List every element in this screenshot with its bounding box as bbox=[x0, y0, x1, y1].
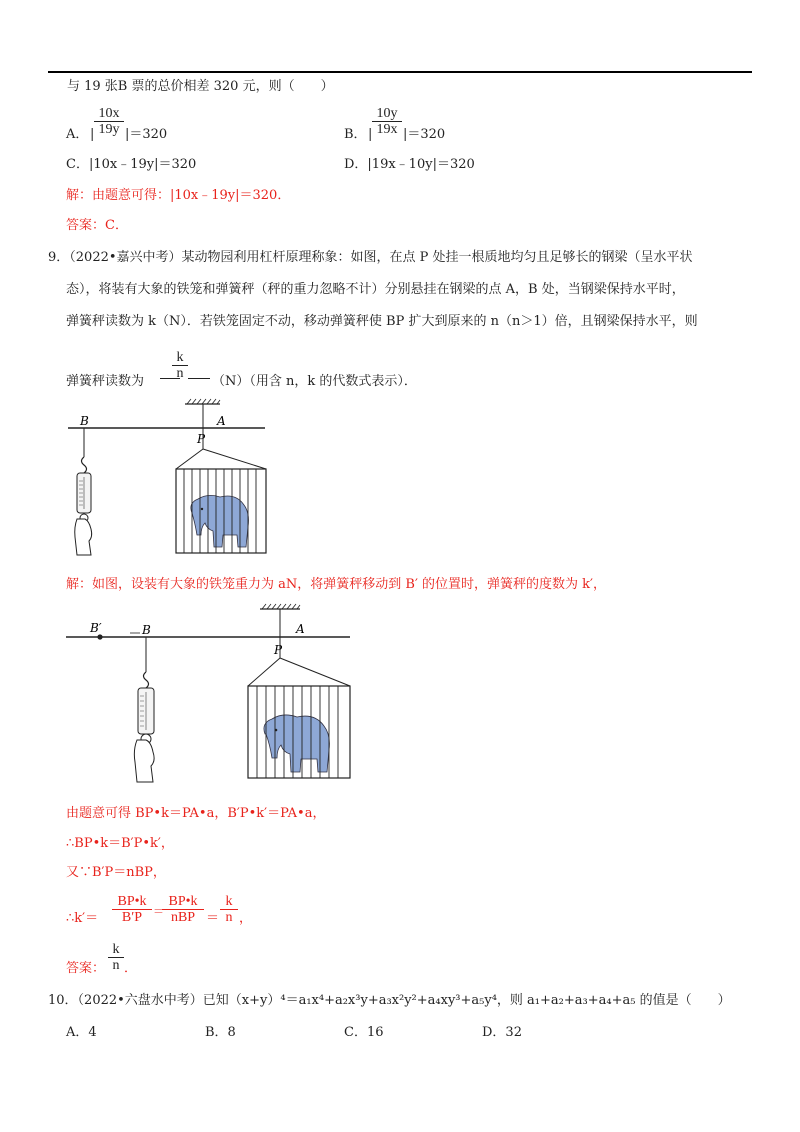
label-p: P bbox=[197, 432, 206, 446]
q9-eq4-end: ， bbox=[239, 911, 253, 926]
fraction-numerator: 10x bbox=[98, 106, 120, 121]
hand bbox=[134, 740, 154, 782]
q9-eq4-fraction-3 bbox=[220, 894, 238, 925]
fraction-numerator: BP•k bbox=[117, 894, 147, 909]
fraction-denominator: 19x bbox=[376, 122, 398, 137]
label-b-prime: B′ bbox=[90, 621, 102, 635]
q8-option-a-rest: |＝320 bbox=[125, 127, 168, 142]
q10-option-b: B．8 bbox=[205, 1025, 236, 1040]
q9-eq4-fraction-2 bbox=[162, 894, 204, 925]
fraction-denominator: nBP bbox=[170, 910, 196, 925]
q9-eq4-equals-1: ＝ bbox=[153, 905, 164, 918]
q8-option-a-label: A． bbox=[66, 127, 89, 142]
q10-option-d: D．32 bbox=[482, 1025, 522, 1040]
q9-stem-line-1: 9．（2022•嘉兴中考）某动物园利用杠杆原理称象：如图，在点 P 处挂一根质地均匀且足够长的钢梁（呈水平状 bbox=[48, 250, 693, 265]
q8-option-a-fraction bbox=[94, 106, 124, 137]
label-a: A bbox=[217, 414, 226, 428]
ceiling-hatch bbox=[260, 604, 300, 609]
lever-figure-2 bbox=[60, 600, 360, 785]
q10-option-c: C．16 bbox=[344, 1025, 384, 1040]
q8-solution: 解：由题意可得：|10x﹣19y|＝320． bbox=[66, 188, 291, 203]
fraction-denominator: n bbox=[225, 910, 233, 925]
label-b: B bbox=[80, 414, 89, 428]
hand bbox=[75, 519, 92, 555]
fraction-denominator: 19y bbox=[98, 122, 120, 137]
fraction-denominator: n bbox=[112, 958, 120, 973]
ceiling-hatch bbox=[185, 399, 220, 404]
q9-equation-2: ∴BP•k＝B′P•k′， bbox=[66, 836, 174, 851]
q9-answer-fraction bbox=[108, 942, 124, 973]
fraction-numerator: k bbox=[112, 942, 120, 957]
elephant-cage bbox=[176, 428, 266, 553]
q9-stem-line-4-prefix: 弹簧秤读数为 bbox=[66, 374, 145, 389]
label-a: A bbox=[296, 622, 305, 636]
point-b-prime bbox=[97, 634, 102, 639]
q8-option-c: C．|10x﹣19y|＝320 bbox=[66, 157, 197, 172]
q9-equation-1: 由题意可得 BP•k＝PA•a，B′P•k′＝PA•a， bbox=[66, 806, 326, 821]
q8-option-b-fraction bbox=[372, 106, 402, 137]
fraction-denominator: n bbox=[176, 366, 184, 381]
q9-equation-4-prefix: ∴k′＝ bbox=[66, 911, 99, 926]
fraction-numerator: BP•k bbox=[168, 894, 198, 909]
fraction-numerator: k bbox=[176, 350, 184, 365]
elephant-cage bbox=[248, 637, 350, 778]
question-8-stem-end: 与 19 张B 票的总价相差 320 元，则（ ） bbox=[67, 79, 334, 94]
q8-option-a-abs-bar: | bbox=[90, 127, 95, 142]
q8-option-b-abs-bar: | bbox=[368, 127, 373, 142]
q8-answer: 答案：C． bbox=[66, 218, 128, 233]
q9-stem-line-2: 态），将装有大象的铁笼和弹簧秤（秤的重力忽略不计）分别悬挂在钢梁的点 A，B 处，当钢梁保持水平时， bbox=[66, 282, 685, 297]
label-b: B bbox=[142, 623, 151, 637]
q9-eq4-fraction-1 bbox=[112, 894, 152, 925]
q9-answer-prefix: 答案： bbox=[66, 961, 106, 976]
fraction-denominator: B′P bbox=[121, 910, 143, 925]
header-rule bbox=[48, 71, 752, 73]
q9-stem-line-4-suffix: （N）（用含 n，k 的代数式表示）． bbox=[212, 374, 417, 389]
q8-option-b-rest: |＝320 bbox=[403, 127, 446, 142]
q9-answer-end: ． bbox=[124, 961, 138, 976]
q9-blank-fraction bbox=[172, 350, 188, 381]
lever-figure-1 bbox=[60, 395, 280, 560]
fraction-numerator: 10y bbox=[376, 106, 398, 121]
label-p: P bbox=[274, 643, 283, 657]
spring-scale bbox=[77, 428, 91, 522]
spring-scale bbox=[138, 637, 154, 744]
q8-option-b-label: B． bbox=[344, 127, 367, 142]
q8-option-d: D．|19x﹣10y|＝320 bbox=[344, 157, 475, 172]
q9-solution-intro: 解：如图，设装有大象的铁笼重力为 aN，将弹簧秤移动到 B′ 的位置时，弹簧秤的度数为 k′， bbox=[66, 577, 606, 592]
q9-stem-line-3: 弹簧秤读数为 k（N）．若铁笼固定不动，移动弹簧秤使 BP 扩大到原来的 n（n＞1）倍，且钢梁保持水平，则 bbox=[66, 314, 698, 329]
q9-equation-3: 又∵B′P＝nBP， bbox=[66, 865, 166, 880]
fraction-numerator: k bbox=[225, 894, 233, 909]
q10-stem: 10．（2022•六盘水中考）已知（x+y）⁴＝a₁x⁴+a₂x³y+a₃x²y²+a₄xy³+a₅y⁴，则 a₁+a₂+a₃+a₄+a₅ 的值是（ ） bbox=[48, 993, 731, 1008]
q9-eq4-equals-2: ＝ bbox=[206, 911, 220, 926]
answer-blank-right bbox=[188, 378, 210, 379]
q10-option-a: A．4 bbox=[66, 1025, 97, 1040]
